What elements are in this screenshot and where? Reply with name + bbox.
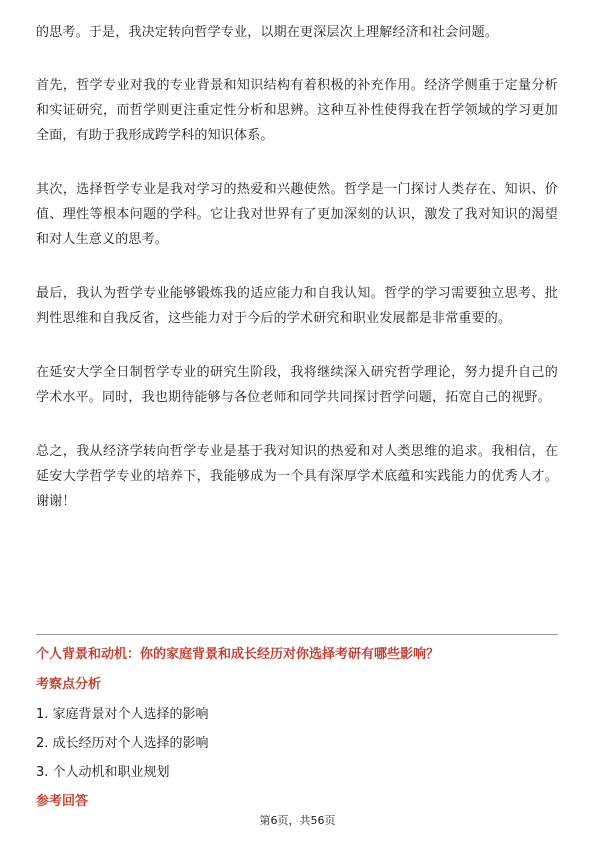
paragraph-intro-continued: 的思考。于是，我决定转向哲学专业，以期在更深层次上理解经济和社会问题。 [36,25,499,40]
question-title: 个人背景和动机：你的家庭背景和成长经历对你选择考研有哪些影响？ [36,647,440,662]
analysis-point: 1. 家庭背景对个人选择的影响 [36,707,209,722]
paragraph-second-reason: 其次，选择哲学专业是我对学习的热爱和兴趣使然。哲学是一门探讨人类存在、知识、价值、理性等根本问题的学科。它让我对世界有了更加深刻的认识，激发了我对知识的渴望和对人生意义的思考。 [36,182,558,247]
paragraph-graduate-plan: 在延安大学全日制哲学专业的研究生阶段，我将继续深入研究哲学理论，努力提升自己的学术水平。同时，我也期待能够与各位老师和同学共同探讨哲学问题，拓宽自己的视野。 [36,365,558,405]
analysis-heading: 考察点分析 [36,677,102,692]
paragraph-third-reason: 最后，我认为哲学专业能够锻炼我的适应能力和自我认知。哲学的学习需要独立思考、批判性思维和自我反省，这些能力对于今后的学术研究和职业发展都是非常重要的。 [36,286,558,326]
analysis-point: 2. 成长经历对个人选择的影响 [36,736,209,751]
analysis-points-list [36,706,558,793]
section-divider [36,634,558,635]
answer-heading: 参考回答 [36,794,89,809]
answer-body [36,20,558,543]
page-number: 第6页，共56页 [259,814,336,827]
analysis-point: 3. 个人动机和职业规划 [36,765,170,780]
paragraph-conclusion: 总之，我从经济学转向哲学专业是基于我对知识的热爱和对人类思维的追求。我相信，在延安大学哲学专业的培养下，我能够成为一个具有深厚学术底蕴和实践能力的优秀人才。谢谢！ [36,444,558,509]
paragraph-first-reason: 首先，哲学专业对我的专业背景和知识结构有着积极的补充作用。经济学侧重于定量分析和实证研究，而哲学则更注重定性分析和思辨。这种互补性使得我在哲学领域的学习更加全面，有助于我形成跨学科的知识体系。 [36,78,558,143]
